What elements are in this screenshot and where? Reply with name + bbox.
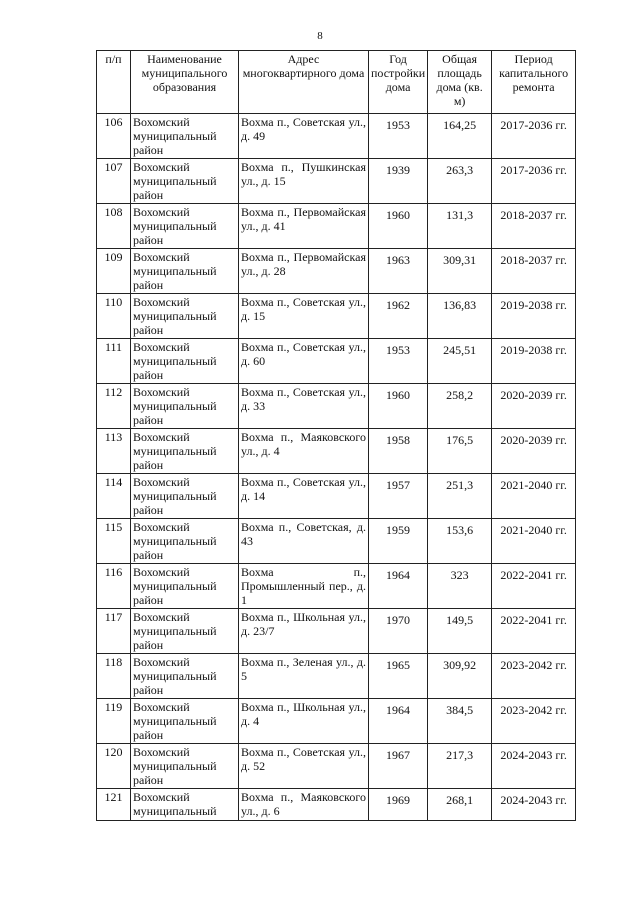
cell-municipality: Вохомский муниципальный район — [131, 339, 239, 384]
cell-number: 117 — [97, 609, 131, 654]
cell-period: 2017-2036 гг. — [492, 114, 576, 159]
table-row — [97, 204, 576, 249]
cell-number: 119 — [97, 699, 131, 744]
cell-municipality: Вохомский муниципальный район — [131, 519, 239, 564]
cell-number: 109 — [97, 249, 131, 294]
cell-area: 268,1 — [428, 789, 492, 821]
cell-address: Вохма п., Промышленный пер., д. 1 — [239, 564, 369, 609]
cell-municipality: Вохомский муниципальный район — [131, 474, 239, 519]
cell-year: 1953 — [369, 114, 428, 159]
cell-number: 113 — [97, 429, 131, 474]
header-period: Период капитального ремонта — [492, 51, 576, 114]
cell-period: 2024-2043 гг. — [492, 744, 576, 789]
cell-number: 108 — [97, 204, 131, 249]
cell-address: Вохма п., Школьная ул., д. 4 — [239, 699, 369, 744]
table-row — [97, 384, 576, 429]
cell-period: 2023-2042 гг. — [492, 654, 576, 699]
cell-period: 2022-2041 гг. — [492, 564, 576, 609]
cell-municipality: Вохомский муниципальный район — [131, 654, 239, 699]
cell-address: Вохма п., Советская ул., д. 60 — [239, 339, 369, 384]
table-row — [97, 609, 576, 654]
cell-number: 121 — [97, 789, 131, 821]
header-area: Общая площадь дома (кв. м) — [428, 51, 492, 114]
cell-area: 384,5 — [428, 699, 492, 744]
page-number: 8 — [317, 30, 323, 42]
cell-area: 245,51 — [428, 339, 492, 384]
cell-number: 120 — [97, 744, 131, 789]
cell-address: Вохма п., Советская ул., д. 33 — [239, 384, 369, 429]
cell-area: 217,3 — [428, 744, 492, 789]
cell-period: 2021-2040 гг. — [492, 474, 576, 519]
cell-municipality: Вохомский муниципальный район — [131, 294, 239, 339]
cell-municipality: Вохомский муниципальный район — [131, 249, 239, 294]
cell-area: 164,25 — [428, 114, 492, 159]
cell-address: Вохма п., Первомайская ул., д. 41 — [239, 204, 369, 249]
cell-period: 2017-2036 гг. — [492, 159, 576, 204]
cell-address: Вохма п., Первомайская ул., д. 28 — [239, 249, 369, 294]
cell-area: 251,3 — [428, 474, 492, 519]
cell-address: Вохма п., Советская ул., д. 52 — [239, 744, 369, 789]
cell-year: 1970 — [369, 609, 428, 654]
cell-year: 1967 — [369, 744, 428, 789]
cell-year: 1953 — [369, 339, 428, 384]
cell-year: 1939 — [369, 159, 428, 204]
cell-municipality: Вохомский муниципальный район — [131, 114, 239, 159]
cell-address: Вохма п., Советская ул., д. 49 — [239, 114, 369, 159]
table-row — [97, 564, 576, 609]
cell-area: 153,6 — [428, 519, 492, 564]
cell-year: 1964 — [369, 699, 428, 744]
cell-period: 2021-2040 гг. — [492, 519, 576, 564]
cell-number: 112 — [97, 384, 131, 429]
cell-area: 136,83 — [428, 294, 492, 339]
cell-period: 2018-2037 гг. — [492, 204, 576, 249]
cell-year: 1958 — [369, 429, 428, 474]
cell-period: 2018-2037 гг. — [492, 249, 576, 294]
table-row — [97, 249, 576, 294]
cell-period: 2019-2038 гг. — [492, 339, 576, 384]
cell-area: 176,5 — [428, 429, 492, 474]
cell-year: 1960 — [369, 204, 428, 249]
cell-number: 110 — [97, 294, 131, 339]
cell-year: 1964 — [369, 564, 428, 609]
cell-year: 1957 — [369, 474, 428, 519]
cell-year: 1969 — [369, 789, 428, 821]
header-municipality: Наименование муниципального образования — [131, 51, 239, 114]
header-year: Год постройки дома — [369, 51, 428, 114]
table-row — [97, 519, 576, 564]
table-row — [97, 429, 576, 474]
cell-area: 323 — [428, 564, 492, 609]
cell-year: 1963 — [369, 249, 428, 294]
cell-period: 2019-2038 гг. — [492, 294, 576, 339]
cell-period: 2022-2041 гг. — [492, 609, 576, 654]
cell-year: 1962 — [369, 294, 428, 339]
cell-address: Вохма п., Советская, д. 43 — [239, 519, 369, 564]
cell-number: 107 — [97, 159, 131, 204]
cell-address: Вохма п., Зеленая ул., д. 5 — [239, 654, 369, 699]
header-number: п/п — [97, 51, 131, 114]
header-address: Адрес многоквартирного дома — [239, 51, 369, 114]
cell-area: 309,92 — [428, 654, 492, 699]
cell-municipality: Вохомский муниципальный район — [131, 744, 239, 789]
cell-area: 258,2 — [428, 384, 492, 429]
cell-address: Вохма п., Пушкинская ул., д. 15 — [239, 159, 369, 204]
cell-municipality: Вохомский муниципальный — [131, 789, 239, 821]
cell-address: Вохма п., Советская ул., д. 15 — [239, 294, 369, 339]
housing-table — [96, 50, 576, 821]
cell-number: 118 — [97, 654, 131, 699]
cell-municipality: Вохомский муниципальный район — [131, 159, 239, 204]
cell-address: Вохма п., Маяковского ул., д. 6 — [239, 789, 369, 821]
cell-municipality: Вохомский муниципальный район — [131, 429, 239, 474]
cell-municipality: Вохомский муниципальный район — [131, 384, 239, 429]
cell-area: 263,3 — [428, 159, 492, 204]
table-row — [97, 114, 576, 159]
cell-period: 2020-2039 гг. — [492, 429, 576, 474]
table-row — [97, 789, 576, 821]
cell-number: 116 — [97, 564, 131, 609]
table-header-row — [97, 51, 576, 114]
table-row — [97, 744, 576, 789]
cell-address: Вохма п., Маяковского ул., д. 4 — [239, 429, 369, 474]
cell-number: 114 — [97, 474, 131, 519]
table-row — [97, 699, 576, 744]
cell-period: 2020-2039 гг. — [492, 384, 576, 429]
table-row — [97, 654, 576, 699]
cell-year: 1960 — [369, 384, 428, 429]
cell-area: 149,5 — [428, 609, 492, 654]
table-row — [97, 294, 576, 339]
cell-period: 2024-2043 гг. — [492, 789, 576, 821]
cell-number: 111 — [97, 339, 131, 384]
cell-municipality: Вохомский муниципальный район — [131, 609, 239, 654]
table-row — [97, 339, 576, 384]
cell-municipality: Вохомский муниципальный район — [131, 564, 239, 609]
cell-area: 131,3 — [428, 204, 492, 249]
cell-municipality: Вохомский муниципальный район — [131, 204, 239, 249]
cell-number: 106 — [97, 114, 131, 159]
cell-year: 1965 — [369, 654, 428, 699]
cell-number: 115 — [97, 519, 131, 564]
table-row — [97, 474, 576, 519]
table-row — [97, 159, 576, 204]
cell-period: 2023-2042 гг. — [492, 699, 576, 744]
cell-address: Вохма п., Советская ул., д. 14 — [239, 474, 369, 519]
cell-area: 309,31 — [428, 249, 492, 294]
cell-year: 1959 — [369, 519, 428, 564]
cell-municipality: Вохомский муниципальный район — [131, 699, 239, 744]
cell-address: Вохма п., Школьная ул., д. 23/7 — [239, 609, 369, 654]
